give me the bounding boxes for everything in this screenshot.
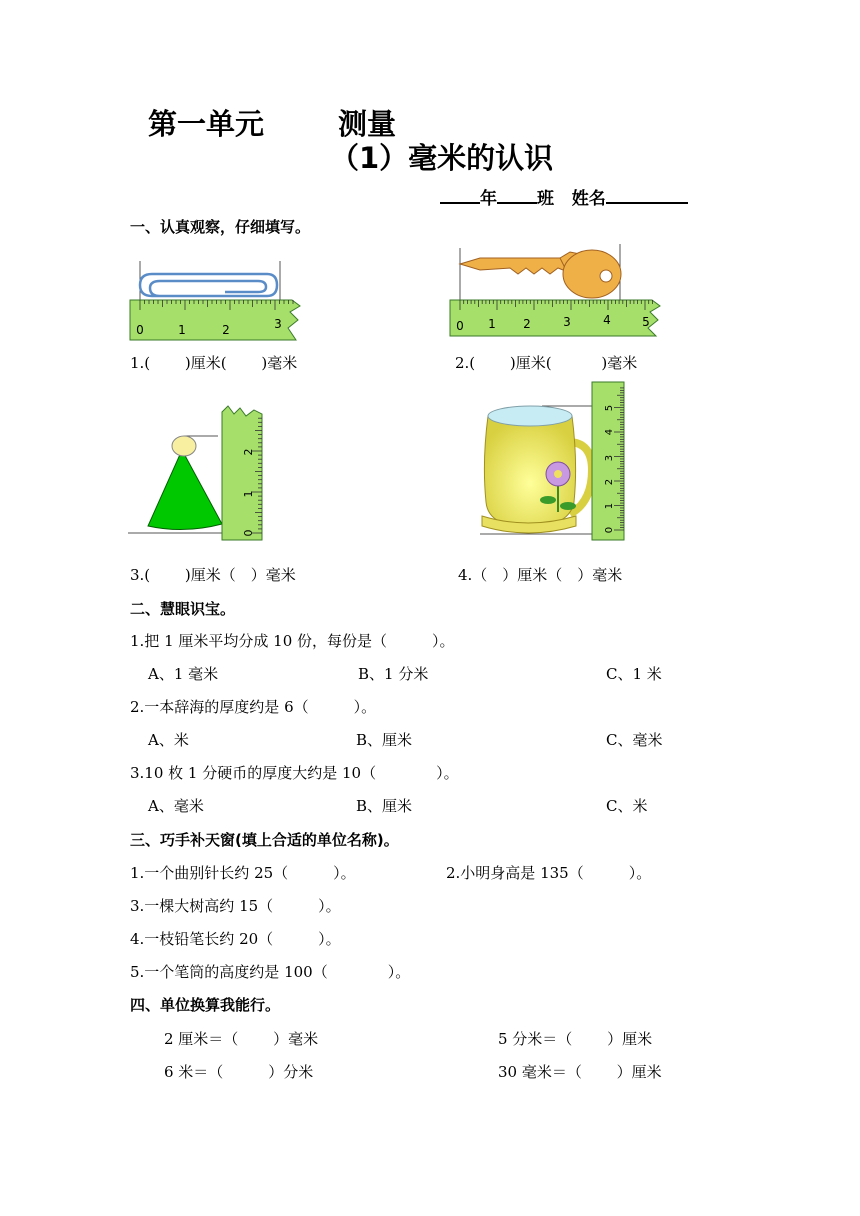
question-2-1: 1.把 1 厘米平均分成 10 份，每份是（ ）。: [130, 632, 455, 650]
ruler2-tick-label: 4: [603, 313, 611, 327]
year-blank[interactable]: [440, 184, 480, 204]
ruler2-tick-label: 1: [488, 317, 496, 331]
name-label: 姓名: [571, 189, 606, 209]
ruler2-tick-label: 0: [456, 319, 464, 333]
question-2-3: 3.10 枚 1 分硬币的厚度大约是 10（ ）。: [130, 764, 459, 782]
question-1-3: 3.( )厘米（ ）毫米: [130, 566, 296, 584]
ruler4-tick-label: 5: [604, 404, 615, 412]
conversion-item: 6 米＝（ ）分米: [164, 1063, 314, 1081]
key-icon: [460, 250, 621, 298]
cone-hat-icon: [148, 436, 222, 530]
question-1-4: 4.（ ）厘米（ ）毫米: [458, 566, 623, 584]
conversion-item: 5 分米＝（ ）厘米: [498, 1030, 653, 1048]
option-2-2-b[interactable]: B、厘米: [356, 731, 413, 749]
ruler4-tick-label: 0: [604, 526, 615, 534]
option-2-3-b[interactable]: B、厘米: [356, 797, 413, 815]
option-2-3-a[interactable]: A、毫米: [148, 797, 204, 815]
ruler4-tick-label: 4: [604, 428, 615, 436]
ruler4-tick-label: 1: [604, 502, 615, 510]
section2-heading: 二、慧眼识宝。: [130, 600, 236, 618]
ruler3-tick-label: 1: [242, 490, 255, 498]
unit-title: 第一单元: [148, 107, 265, 141]
section3-heading: 三、巧手补天窗(填上合适的单位名称)。: [130, 831, 399, 849]
ruler3-tick-label: 2: [242, 448, 255, 456]
ruler2-tick-label: 2: [523, 317, 531, 331]
ruler3-tick-label: 0: [242, 529, 255, 537]
topic-title: 测量: [338, 107, 397, 141]
class-blank[interactable]: [497, 184, 537, 204]
option-2-3-c[interactable]: C、米: [606, 797, 648, 815]
key-ruler-figure: [450, 244, 670, 340]
hat-ruler-figure: [128, 406, 268, 542]
ruler2-tick-label: 3: [563, 315, 571, 329]
paperclip-icon: [140, 274, 277, 296]
option-2-1-c[interactable]: C、1 米: [606, 665, 662, 683]
section4-heading: 四、单位换算我能行。: [130, 996, 281, 1014]
class-label: 班: [537, 189, 554, 209]
option-2-1-b[interactable]: B、1 分米: [358, 665, 429, 683]
question-3-4: 4.一枝铅笔长约 20（ ）。: [130, 930, 341, 948]
paperclip-ruler-figure: [130, 256, 305, 348]
question-2-2: 2.一本辞海的厚度约是 6（ ）。: [130, 698, 377, 716]
question-1-1: 1.( )厘米( )毫米: [130, 354, 298, 372]
name-blank[interactable]: [606, 184, 688, 204]
question-3-3: 3.一棵大树高约 15（ ）。: [130, 897, 341, 915]
option-2-2-a[interactable]: A、米: [148, 731, 189, 749]
year-label: 年: [480, 189, 497, 209]
question-3-5: 5.一个笔筒的高度约是 100（ ）。: [130, 963, 411, 981]
conversion-item: 30 毫米＝（ ）厘米: [498, 1063, 662, 1081]
section1-heading: 一、认真观察，仔细填写。: [130, 218, 311, 236]
ruler4-tick-label: 3: [604, 454, 615, 462]
ruler1-tick-label: 1: [178, 323, 186, 337]
question-1-2: 2.( )厘米( )毫米: [455, 354, 638, 372]
cup-ruler-figure: [472, 382, 632, 544]
option-2-1-a[interactable]: A、1 毫米: [148, 665, 219, 683]
cup-icon: [482, 406, 592, 533]
ruler2-tick-label: 5: [642, 315, 650, 329]
ruler4-tick-label: 2: [604, 478, 615, 486]
conversion-item: 2 厘米＝（ ）毫米: [164, 1030, 319, 1048]
lesson-title: （1）毫米的认识: [330, 141, 554, 175]
option-2-2-c[interactable]: C、毫米: [606, 731, 663, 749]
student-info-line: [440, 184, 688, 209]
ruler1-tick-label: 0: [136, 323, 144, 337]
ruler1-tick-label: 3: [274, 317, 282, 331]
question-3-1: 1.一个曲别针长约 25（ ）。: [130, 864, 356, 882]
ruler1-tick-label: 2: [222, 323, 230, 337]
question-3-2: 2.小明身高是 135（ ）。: [446, 864, 652, 882]
